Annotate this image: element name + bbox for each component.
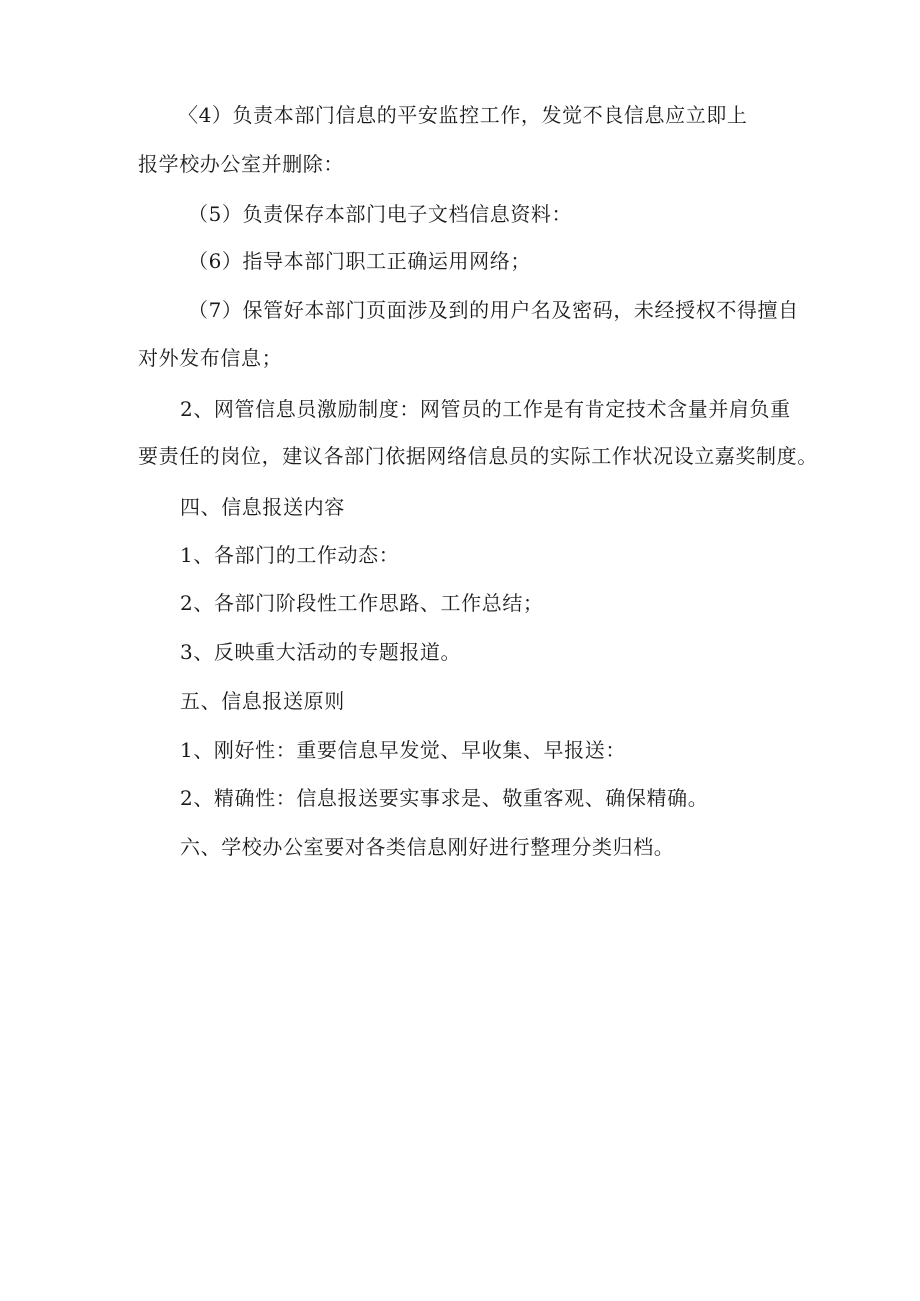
- paragraph-line: 对外发布信息；: [138, 346, 283, 370]
- section-heading: 六、学校办公室要对各类信息刚好进行整理分类归档。: [180, 835, 675, 859]
- paragraph-line: （5）负责保存本部门电子文档信息资料：: [188, 202, 573, 226]
- paragraph-line: 1、各部门的工作动态：: [180, 543, 400, 567]
- paragraph-line: 3、反映重大活动的专题报道。: [180, 640, 462, 664]
- paragraph-line: 〈4）负责本部门信息的平安监控工作，发觉不良信息应立即上: [178, 103, 748, 127]
- paragraph-line: 报学校办公室并删除：: [138, 152, 344, 176]
- paragraph-line: 要责任的岗位，建议各部门依据网络信息员的实际工作状况设立嘉奖制度。: [138, 444, 818, 468]
- paragraph-line: （7）保管好本部门页面涉及到的用户名及密码，未经授权不得擅自: [188, 298, 799, 322]
- section-heading: 五、信息报送原则: [180, 689, 345, 713]
- paragraph-line: 2、精确性：信息报送要实事求是、敬重客观、确保精确。: [180, 786, 709, 810]
- paragraph-line: （6）指导本部门职工正确运用网络；: [188, 249, 531, 273]
- paragraph-line: 2、各部门阶段性工作思路、工作总结；: [180, 591, 544, 615]
- section-heading: 四、信息报送内容: [180, 495, 345, 519]
- paragraph-line: 1、刚好性：重要信息早发觉、早收集、早报送：: [180, 738, 626, 762]
- paragraph-line: 2、网管信息员激励制度：网管员的工作是有肯定技术含量并肩负重: [180, 397, 791, 421]
